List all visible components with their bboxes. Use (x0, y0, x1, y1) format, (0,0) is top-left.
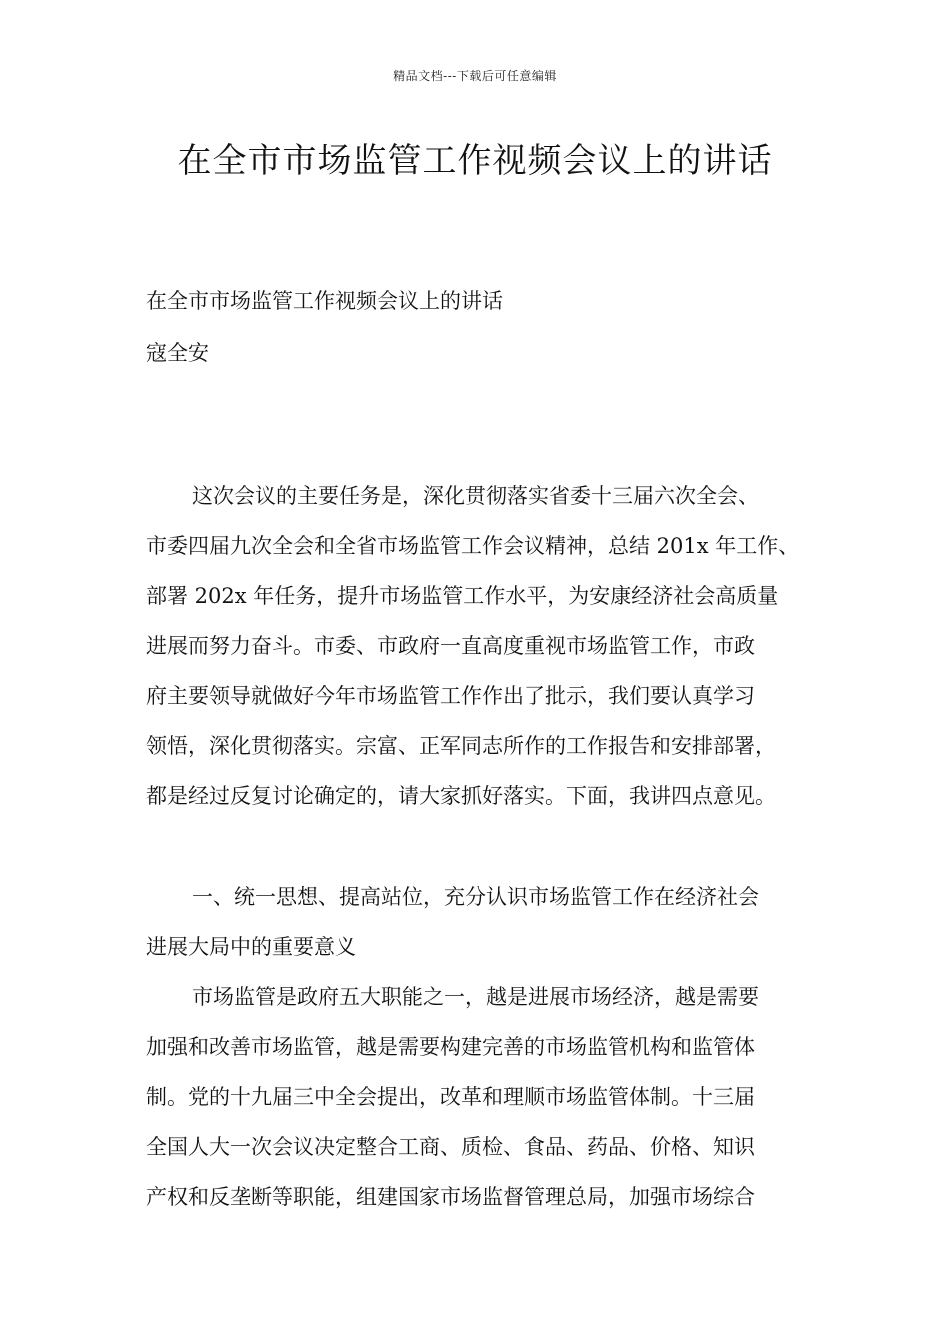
paragraph-line: 领悟，深化贯彻落实。宗富、正军同志所作的工作报告和安排部署， (146, 734, 776, 758)
paragraph-line: 市场监管是政府五大职能之一，越是进展市场经济，越是需要 (192, 985, 759, 1009)
paragraph-line: 这次会议的主要任务是，深化贯彻落实省委十三届六次全会、 (192, 484, 759, 508)
paragraph-line: 府主要领导就做好今年市场监管工作作出了批示，我们要认真学习 (146, 684, 755, 708)
paragraph-line: 都是经过反复讨论确定的，请大家抓好落实。下面，我讲四点意见。 (146, 784, 776, 808)
paragraph-body (146, 972, 818, 1222)
paragraph-line: 市委四届九次全会和全省市场监管工作会议精神，总结 201x 年工作、 (146, 534, 800, 558)
document-title: 在全市市场监管工作视频会议上的讲话 (177, 141, 773, 181)
paragraph-line: 加强和改善市场监管，越是需要构建完善的市场监管机构和监管体 (146, 1035, 755, 1059)
section-heading (146, 872, 818, 972)
subtitle: 在全市市场监管工作视频会议上的讲话 (146, 289, 503, 313)
page-header: 精品文档---下载后可任意编辑 (393, 69, 557, 83)
heading-line: 一、统一思想、提高站位，充分认识市场监管工作在经济社会 (192, 885, 759, 909)
paragraph-line: 制。党的十九届三中全会提出，改革和理顺市场监管体制。十三届 (146, 1085, 755, 1109)
heading-line: 进展大局中的重要意义 (146, 935, 356, 959)
author: 寇全安 (146, 341, 209, 365)
paragraph-line: 全国人大一次会议决定整合工商、质检、食品、药品、价格、知识 (146, 1135, 755, 1159)
paragraph-line: 进展而努力奋斗。市委、市政府一直高度重视市场监管工作，市政 (146, 634, 755, 658)
paragraph-intro (146, 471, 818, 821)
paragraph-line: 产权和反垄断等职能，组建国家市场监督管理总局，加强市场综合 (146, 1185, 755, 1209)
paragraph-line: 部署 202x 年任务，提升市场监管工作水平，为安康经济社会高质量 (146, 584, 779, 608)
